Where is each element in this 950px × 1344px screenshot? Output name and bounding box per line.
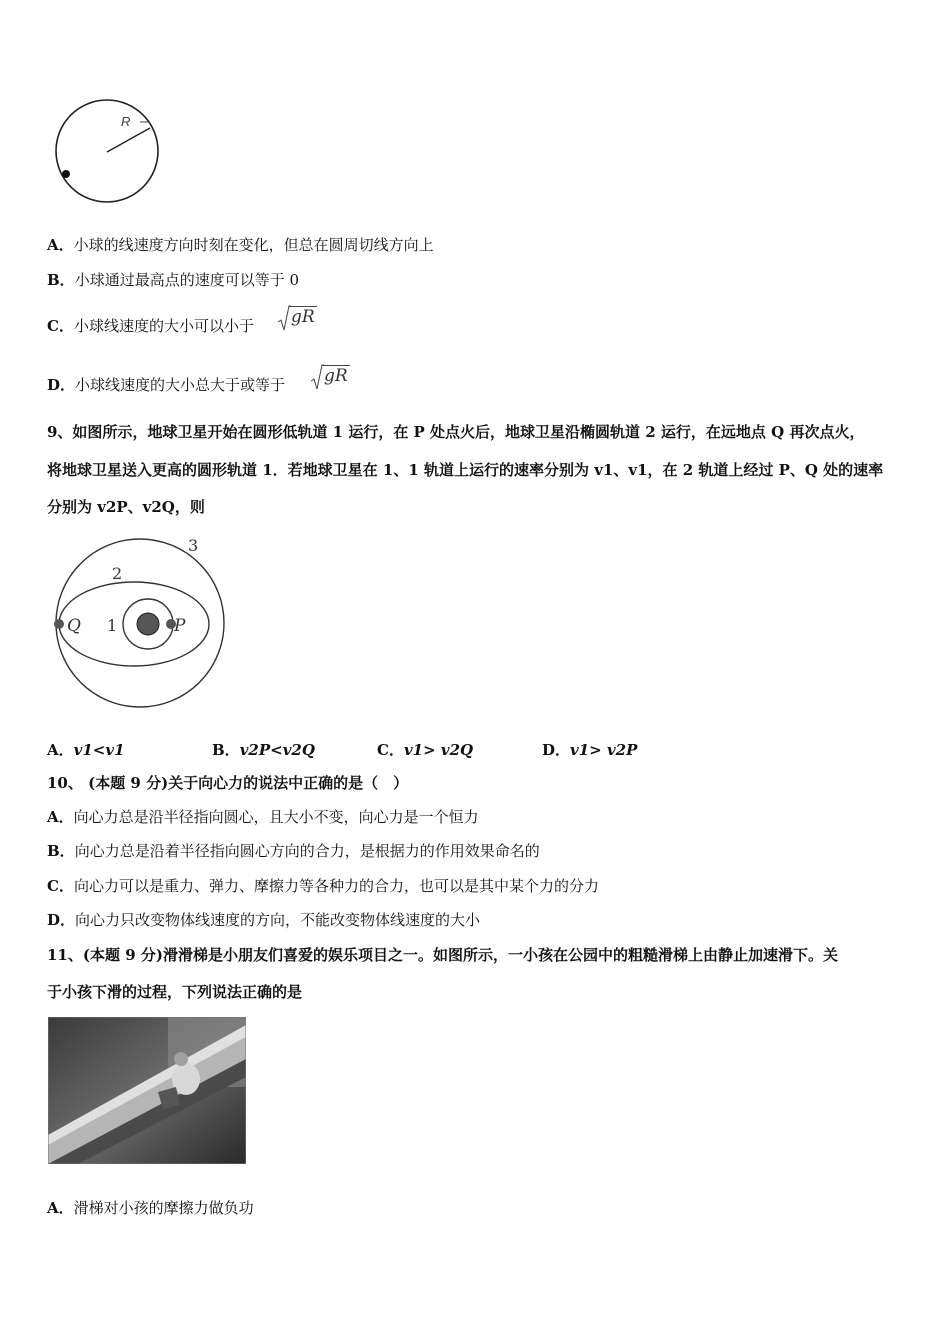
q10-option-a: A．向心力总是沿半径指向圆心，且大小不变，向心力是一个恒力 xyxy=(47,808,479,826)
label-orbit-1: 1 xyxy=(107,616,118,635)
q10-option-d: D．向心力只改变物体线速度的方向，不能改变物体线速度的大小 xyxy=(47,911,481,929)
q10-option-c: C．向心力可以是重力、弹力、摩擦力等各种力的合力，也可以是其中某个力的分力 xyxy=(47,877,599,895)
q11-stem-line1: 11、(本题 9 分)滑滑梯是小朋友们喜爱的娱乐项目之一。如图所示，一小孩在公园中的粗糙滑梯上由静止加速滑下。关 xyxy=(47,946,838,964)
q8-option-a: A．小球的线速度方向时刻在变化，但总在圆周切线方向上 xyxy=(47,236,434,254)
earth xyxy=(137,613,159,635)
orbit-figure xyxy=(48,532,238,712)
q8-option-c: C．小球线速度的大小可以小于 xyxy=(47,317,254,335)
q9-option-b: B．v2P<v2Q xyxy=(212,741,315,759)
q9-stem-line1: 9、如图所示，地球卫星开始在圆形低轨道 1 运行，在 P 处点火后，地球卫星沿椭圆轨道 2 运行，在远地点 Q 再次点火， xyxy=(47,423,865,441)
circle-radius-figure xyxy=(50,92,170,212)
q10-stem: 10、 (本题 9 分)关于向心力的说法中正确的是（ ） xyxy=(47,774,409,792)
q11-stem-line2: 于小孩下滑的过程，下列说法正确的是 xyxy=(47,983,303,1001)
radius-label: R xyxy=(121,114,131,129)
q11-option-a: A．滑梯对小孩的摩擦力做负功 xyxy=(47,1199,254,1217)
q9-stem-line3: 分别为 v2P、v2Q，则 xyxy=(47,498,205,516)
label-orbit-2: 2 xyxy=(112,564,123,583)
label-p: P xyxy=(174,616,186,636)
q9-option-c: C．v1> v2Q xyxy=(377,741,474,759)
point-q-dot xyxy=(54,619,64,629)
q8-option-d: D．小球线速度的大小总大于或等于 xyxy=(47,376,286,394)
sqrt-formula: gR xyxy=(324,366,348,386)
label-orbit-3: 3 xyxy=(188,536,199,555)
q9-option-d: D．v1> v2P xyxy=(542,741,638,759)
q9-stem-line2: 将地球卫星送入更高的圆形轨道 1．若地球卫星在 1、1 轨道上运行的速率分别为 v1、v1，在 2 轨道上经过 P、Q 处的速率 xyxy=(47,461,884,479)
label-q: Q xyxy=(67,616,81,636)
ball-dot xyxy=(62,170,70,178)
sqrt-formula: gR xyxy=(291,307,315,327)
q9-option-a: A．v1<v1 xyxy=(47,741,125,759)
q10-option-b: B．向心力总是沿着半径指向圆心方向的合力，是根据力的作用效果命名的 xyxy=(47,842,540,860)
q8-option-b: B．小球通过最高点的速度可以等于 0 xyxy=(47,271,300,289)
slide-photo xyxy=(48,1017,246,1164)
